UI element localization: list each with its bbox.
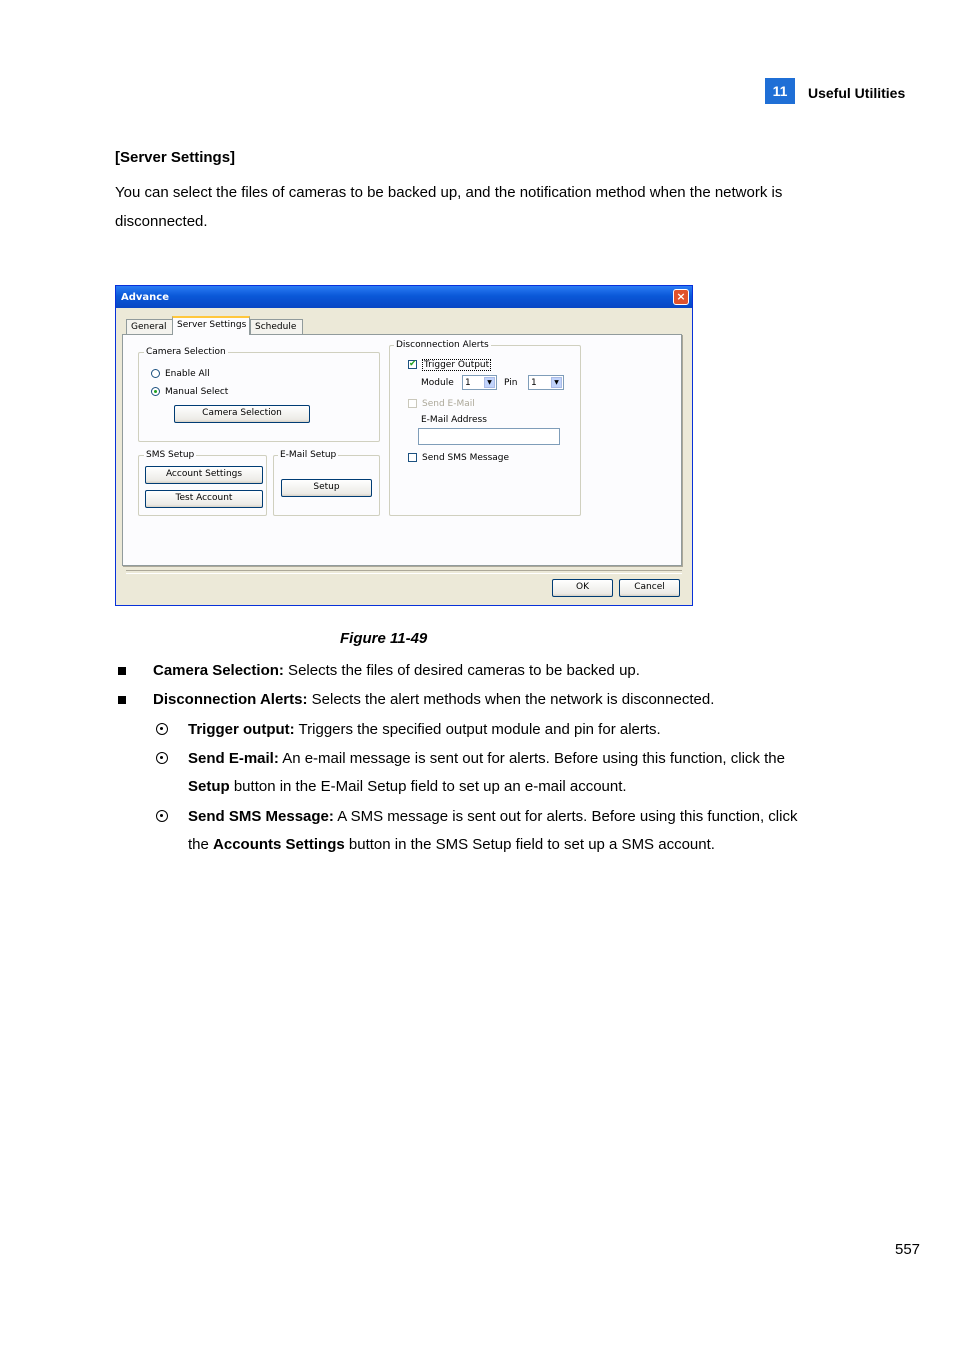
sms-setup-legend: SMS Setup xyxy=(146,450,195,460)
square-bullet-icon xyxy=(118,696,126,704)
camera-selection-button[interactable]: Camera Selection xyxy=(174,405,310,423)
sms-setup-group xyxy=(138,450,267,516)
pin-label: Pin xyxy=(504,378,518,388)
bullet-camera-selection xyxy=(153,657,640,685)
tab-panel xyxy=(122,334,682,566)
dialog-titlebar xyxy=(116,286,692,308)
dialog-title: Advance xyxy=(121,292,169,303)
bullet-term: Accounts Settings xyxy=(213,836,345,853)
module-label: Module xyxy=(421,378,454,388)
module-select[interactable] xyxy=(462,375,497,390)
bullet-text: A SMS message is sent out for alerts. Before using this function, click xyxy=(333,808,798,825)
pin-value: 1 xyxy=(531,378,537,388)
disconnection-alerts-group xyxy=(389,340,581,516)
radio-icon xyxy=(151,369,160,378)
bullet-text: button in the E-Mail Setup field to set up an e-mail account. xyxy=(229,778,627,795)
pin-select[interactable] xyxy=(528,375,564,390)
checkbox-icon xyxy=(408,399,417,408)
module-value: 1 xyxy=(465,378,471,388)
manual-select-radio[interactable] xyxy=(151,387,228,397)
bullet-text: Selects the files of desired cameras to be backed up. xyxy=(283,662,640,679)
sub-bullet-send-email xyxy=(188,745,848,801)
email-setup-button[interactable]: Setup xyxy=(281,479,372,497)
send-sms-label: Send SMS Message xyxy=(422,453,510,463)
bullet-term: Trigger output: xyxy=(188,721,295,738)
send-sms-checkbox[interactable] xyxy=(408,453,509,463)
circle-bullet-icon xyxy=(156,810,168,822)
dialog-separator xyxy=(126,570,682,574)
bullet-term: Camera Selection: xyxy=(153,662,284,679)
square-bullet-icon xyxy=(118,667,126,675)
checkbox-icon xyxy=(408,453,417,462)
enable-all-radio[interactable] xyxy=(151,369,210,379)
tab-general[interactable]: General xyxy=(126,319,173,334)
email-setup-legend: E-Mail Setup xyxy=(280,450,337,460)
account-settings-button[interactable]: Account Settings xyxy=(145,466,263,484)
camera-selection-group xyxy=(138,347,380,442)
ok-button[interactable]: OK xyxy=(552,579,613,597)
section-title: [Server Settings] xyxy=(115,149,236,166)
chapter-title: Useful Utilities xyxy=(808,85,906,101)
figure-caption: Figure 11-49 xyxy=(340,630,428,647)
bullet-text: the xyxy=(188,836,214,853)
disconnection-alerts-legend: Disconnection Alerts xyxy=(396,340,489,350)
trigger-output-checkbox[interactable] xyxy=(408,360,491,370)
email-address-label: E-Mail Address xyxy=(421,415,487,425)
email-address-field[interactable] xyxy=(418,428,560,445)
bullet-disconnection-alerts xyxy=(153,686,714,714)
bullet-term: Setup xyxy=(188,778,230,795)
bullet-text: An e-mail message is sent out for alerts. Before using this function, click the xyxy=(278,750,785,767)
bullet-text: Selects the alert methods when the network is disconnected. xyxy=(307,691,715,708)
intro-paragraph: You can select the files of cameras to be backed up, and the notification method when the network is disconnected. xyxy=(115,184,783,230)
test-account-button[interactable]: Test Account xyxy=(145,490,263,508)
sub-bullet-send-sms xyxy=(188,803,868,859)
circle-bullet-icon xyxy=(156,752,168,764)
circle-bullet-icon xyxy=(156,723,168,735)
chevron-down-icon[interactable]: ▼ xyxy=(484,377,495,388)
bullet-term: Disconnection Alerts: xyxy=(153,691,308,708)
send-email-checkbox[interactable] xyxy=(408,399,475,409)
advance-dialog xyxy=(115,285,693,606)
radio-selected-icon xyxy=(151,387,160,396)
chevron-down-icon[interactable]: ▼ xyxy=(551,377,562,388)
email-setup-group xyxy=(273,450,380,516)
manual-select-label: Manual Select xyxy=(165,387,229,397)
bullet-text: button in the SMS Setup field to set up a SMS account. xyxy=(344,836,715,853)
checkbox-checked-icon: ✔ xyxy=(409,359,417,369)
enable-all-label: Enable All xyxy=(165,369,210,379)
page-number: 557 xyxy=(895,1241,921,1258)
bullet-term: Send SMS Message: xyxy=(188,808,334,825)
cancel-button[interactable]: Cancel xyxy=(619,579,680,597)
bullet-text: Triggers the specified output module and pin for alerts. xyxy=(294,721,661,738)
sub-bullet-trigger-output xyxy=(188,716,661,744)
trigger-output-label: Trigger Output xyxy=(424,360,490,370)
chapter-number-badge: 11 xyxy=(765,78,795,104)
tab-schedule[interactable]: Schedule xyxy=(250,319,303,334)
send-email-label: Send E-Mail xyxy=(422,399,475,409)
close-icon[interactable]: × xyxy=(673,289,689,305)
tab-server-settings[interactable]: Server Settings xyxy=(172,316,250,335)
camera-selection-legend: Camera Selection xyxy=(146,347,226,357)
bullet-term: Send E-mail: xyxy=(188,750,279,767)
